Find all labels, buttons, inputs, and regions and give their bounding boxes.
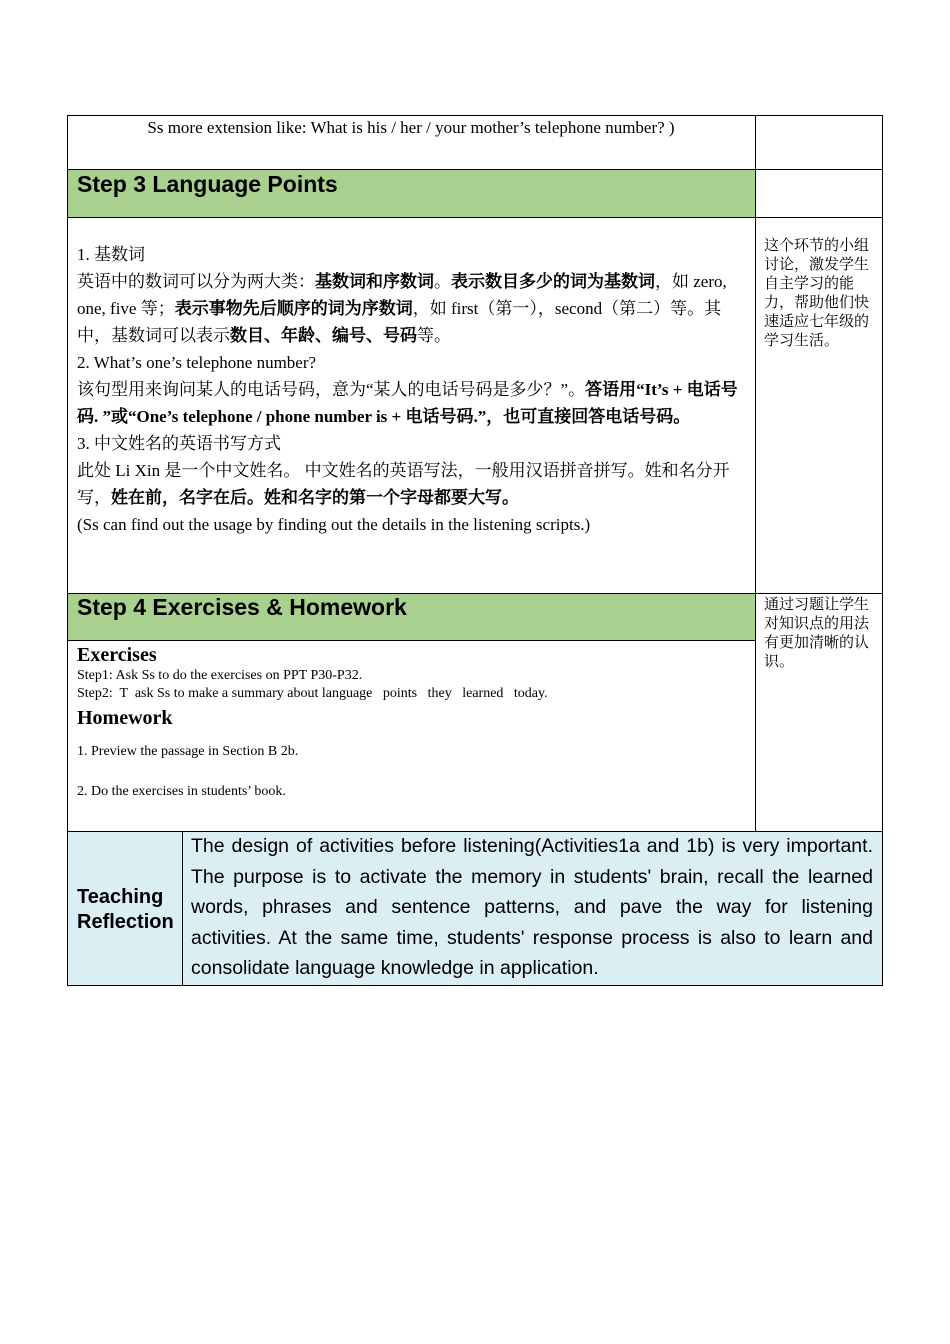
text-run: 此处 Li Xin 是一个中文姓名。 中文姓名的英语写法，一般用汉语拼音拼写。姓和名分开写， — [77, 461, 730, 507]
language-points-content — [77, 241, 742, 591]
language-point-p3 — [77, 457, 742, 511]
text-run: 基数词和序数词 — [315, 272, 434, 291]
exercises-homework-block — [77, 643, 747, 828]
text-run: 姓在前，名字在后。姓和名字的第一个字母都要大写。 — [111, 488, 519, 507]
border-step4-header — [67, 640, 755, 641]
text-run: 表示数目多少的词为基数词 — [451, 272, 655, 291]
text-run: 。 — [434, 272, 451, 291]
border-row4 — [67, 831, 883, 832]
border-right — [882, 115, 883, 986]
extension-cell — [67, 115, 755, 169]
border-top — [67, 115, 883, 116]
reflection-label-line2: Reflection — [77, 911, 174, 933]
reflection-label-line1: Teaching — [77, 886, 164, 908]
lesson-plan-table — [67, 115, 883, 986]
border-row1 — [67, 169, 883, 170]
step3-header — [77, 171, 747, 211]
language-point-p2 — [77, 376, 742, 430]
text-run: 1. 基数词 — [77, 245, 145, 264]
border-row3 — [67, 593, 883, 594]
text-run: 该句型用来询问某人的电话号码，意为“某人的电话号码是多少？”。 — [77, 380, 586, 399]
text-run: 表示事物先后顺序的词为序数词 — [174, 299, 413, 318]
border-reflection-divider — [182, 831, 183, 986]
text-run: 答语用“It’s + 电话号码. ”或“One’s telephone / phone number is + 电话号码.”，也可直接回答电话号码。 — [77, 380, 738, 426]
exercise-step-1: Step1: Ask Ss to do the exercises on PPT P30-P32. — [77, 668, 363, 683]
text-run: 2. What’s one’s telephone number? — [77, 353, 317, 372]
text-run: ，如 first（第一），second（第二）等。其中，基数词可以表示 — [77, 299, 722, 345]
step3-title: Step 3 Language Points — [77, 171, 338, 197]
text-run: 英语中的数词可以分为两大类： — [77, 272, 315, 291]
language-point-h2 — [77, 349, 742, 376]
border-bottom — [67, 985, 883, 986]
step4-header — [77, 594, 747, 634]
language-point-p1 — [77, 268, 742, 349]
text-run: 数目、年龄、编号、号码 — [230, 326, 417, 345]
reflection-label — [77, 885, 182, 935]
homework-heading: Homework — [77, 707, 173, 729]
language-point-h3 — [77, 430, 742, 457]
homework-item-1: 1. Preview the passage in Section B 2b. — [77, 744, 299, 759]
border-left — [67, 115, 68, 986]
exercises-heading: Exercises — [77, 644, 157, 666]
step3-teacher-note: 这个环节的小组讨论，激发学生自主学习的能力，帮助他们快速适应七年级的学习生活。 — [764, 236, 870, 349]
text-run: ，如 zero, one, five 等； — [77, 272, 727, 318]
step4-title: Step 4 Exercises & Homework — [77, 594, 407, 620]
language-point-h1 — [77, 241, 742, 268]
extension-text: Ss more extension like: What is his / her / your mother’s telephone number? ) — [147, 118, 675, 137]
reflection-text: The design of activities before listening(Activities1a and 1b) is very important. The purpose is to activate the memory in students' brain, recall the learned words, phrases and sentence patterns, and pave the way for listening activities. At the same time, students' response process is also to learn and consolidate language knowledge in application. — [191, 835, 873, 980]
step4-teacher-note: 通过习题让学生对知识点的用法有更加清晰的认识。 — [764, 595, 870, 670]
exercise-step-2: Step2: T ask Ss to make a summary about language points they learned today. — [77, 686, 548, 701]
homework-item-2: 2. Do the exercises in students’ book. — [77, 784, 286, 799]
border-note-column — [755, 115, 756, 832]
border-row2 — [67, 217, 883, 218]
language-point-p4 — [77, 511, 742, 538]
text-run: 等。 — [417, 326, 451, 345]
text-run: 3. 中文姓名的英语书写方式 — [77, 434, 281, 453]
text-run: (Ss can find out the usage by finding out the details in the listening scripts.) — [77, 515, 591, 534]
